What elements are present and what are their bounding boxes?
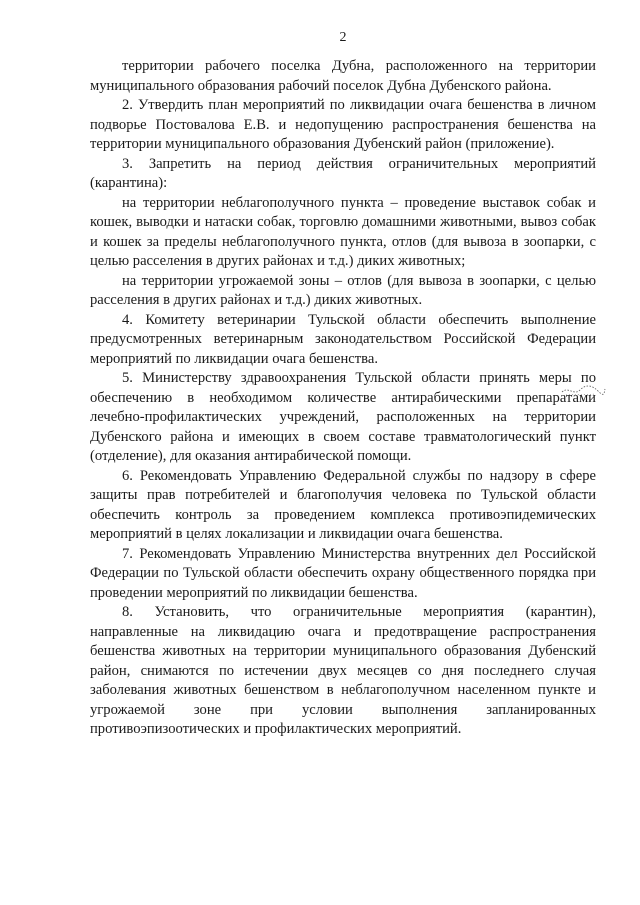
page-number: 2	[339, 30, 347, 45]
paragraph-item-4: 4. Комитету ветеринарии Тульской области обеспечить выполнение предусмотренных ветеринарным законодательством Российской Федерации мероприятий по ликвидации очага бешенства.	[90, 311, 596, 367]
document-page	[90, 0, 596, 905]
paragraph-item-8: 8. Установить, что ограничительные мероприятия (карантин), направленные на ликвидацию очага и предотвращение распространения бешенства животных на территории муниципального образования Дубенский район, снимаются по истечении двух месяцев со дня последнего случая заболевания животных бешенством в неблагополучном населенном пункте и угрожаемой зоне при условии выполнения запланированных противоэпизоотических и профилактических мероприятий.	[90, 604, 596, 737]
document-body	[90, 57, 596, 740]
paragraph-item-3-subitem-1: на территории неблагополучного пункта – проведение выставок собак и кошек, выводки и натаски собак, торговлю домашними животными, вывоз собак и кошек за пределы неблагополучного пункта, отлов (для вывоза в зоопарки, с целью расселения в других районах и т.д.) диких животных;	[90, 194, 596, 269]
paragraph-item-7: 7. Рекомендовать Управлению Министерства внутренних дел Российской Федерации по Тульской области обеспечить охрану общественного порядка при проведении мероприятий по ликвидации бешенства.	[90, 545, 596, 601]
margin-scribble-mark	[560, 382, 606, 398]
paragraph-item-2: 2. Утвердить план мероприятий по ликвидации очага бешенства в личном подворье Постовалова Е.В. и недопущению распространения бешенства на территории муниципального образования Дубенский район (приложение).	[90, 97, 596, 152]
paragraph-continuation: территории рабочего поселка Дубна, расположенного на территории муниципального образования рабочий поселок Дубна Дубенского района.	[90, 58, 596, 94]
paragraph-item-6: 6. Рекомендовать Управлению Федеральной службы по надзору в сфере защиты прав потребителей и благополучия человека по Тульской области обеспечить контроль за проведением комплекса противоэпидемических мероприятий в целях локализации и ликвидации очага бешенства.	[90, 467, 596, 542]
paragraph-item-5: 5. Министерству здравоохранения Тульской области принять меры по обеспечению в необходимом количестве антирабическими препаратами лечебно-профилактических учреждений, расположенных на территории Дубенского района и имеющих в своем составе травматологический пункт (отделение), для оказания антирабической помощи.	[90, 370, 596, 464]
paragraph-item-3-subitem-2: на территории угрожаемой зоны – отлов (для вывоза в зоопарки, с целью расселения в других районах и т.д.) диких животных.	[90, 272, 596, 308]
paragraph-item-3: 3. Запретить на период действия ограничительных мероприятий (карантина):	[90, 155, 596, 191]
